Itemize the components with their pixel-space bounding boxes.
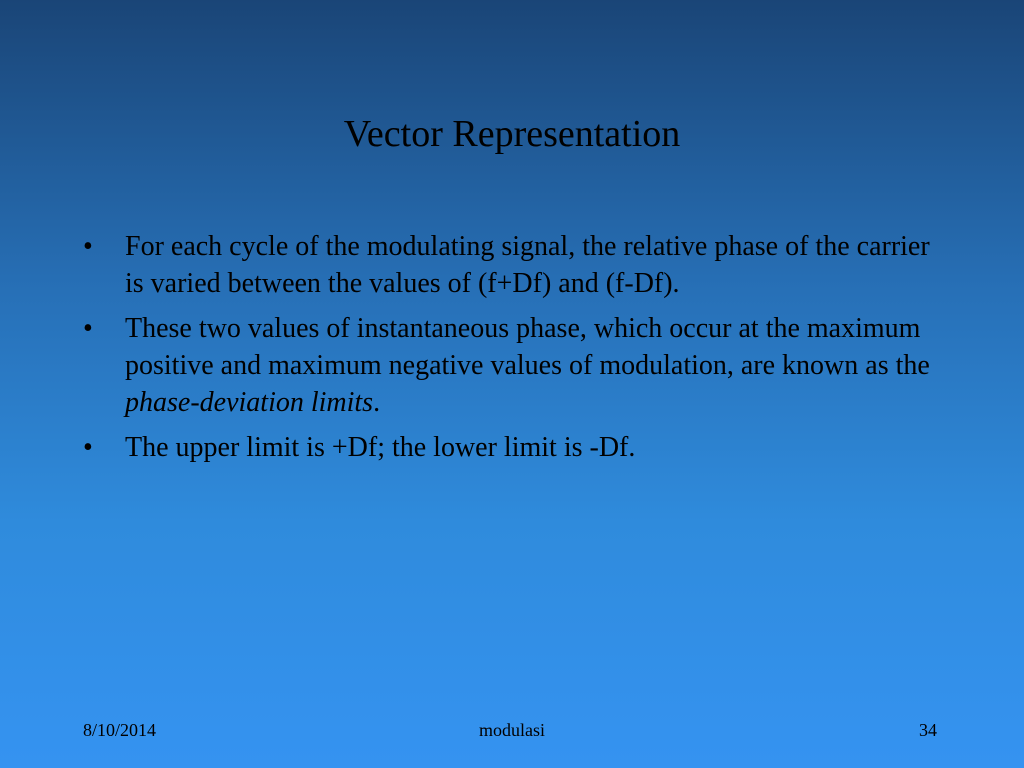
bullet-icon: • [83,432,93,463]
bullet-text-before: These two values of instantaneous phase, which occur at the maximum positive and maximum negative values of modulation, are known as the [125,313,930,381]
footer-title: modulasi [479,720,545,740]
footer-date: 8/10/2014 [83,720,157,740]
bullet-text-after: . [373,387,381,418]
bullet-text: For each cycle of the modulating signal, the relative phase of the carrier is varied between the values of (f+Df) and (f-Df). [125,231,930,299]
bullet-icon: • [83,231,93,262]
bullet-list [83,228,943,474]
bullet-item [83,310,943,421]
slide-title: Vector Representation [343,113,681,155]
bullet-text-italic: phase-deviation limits [125,387,374,418]
bullet-item [83,429,943,466]
bullet-item [83,228,943,302]
bullet-text [125,313,930,418]
page-number: 34 [919,720,937,740]
bullet-text: The upper limit is +Df; the lower limit is -Df. [125,432,636,463]
bullet-icon: • [83,313,93,344]
